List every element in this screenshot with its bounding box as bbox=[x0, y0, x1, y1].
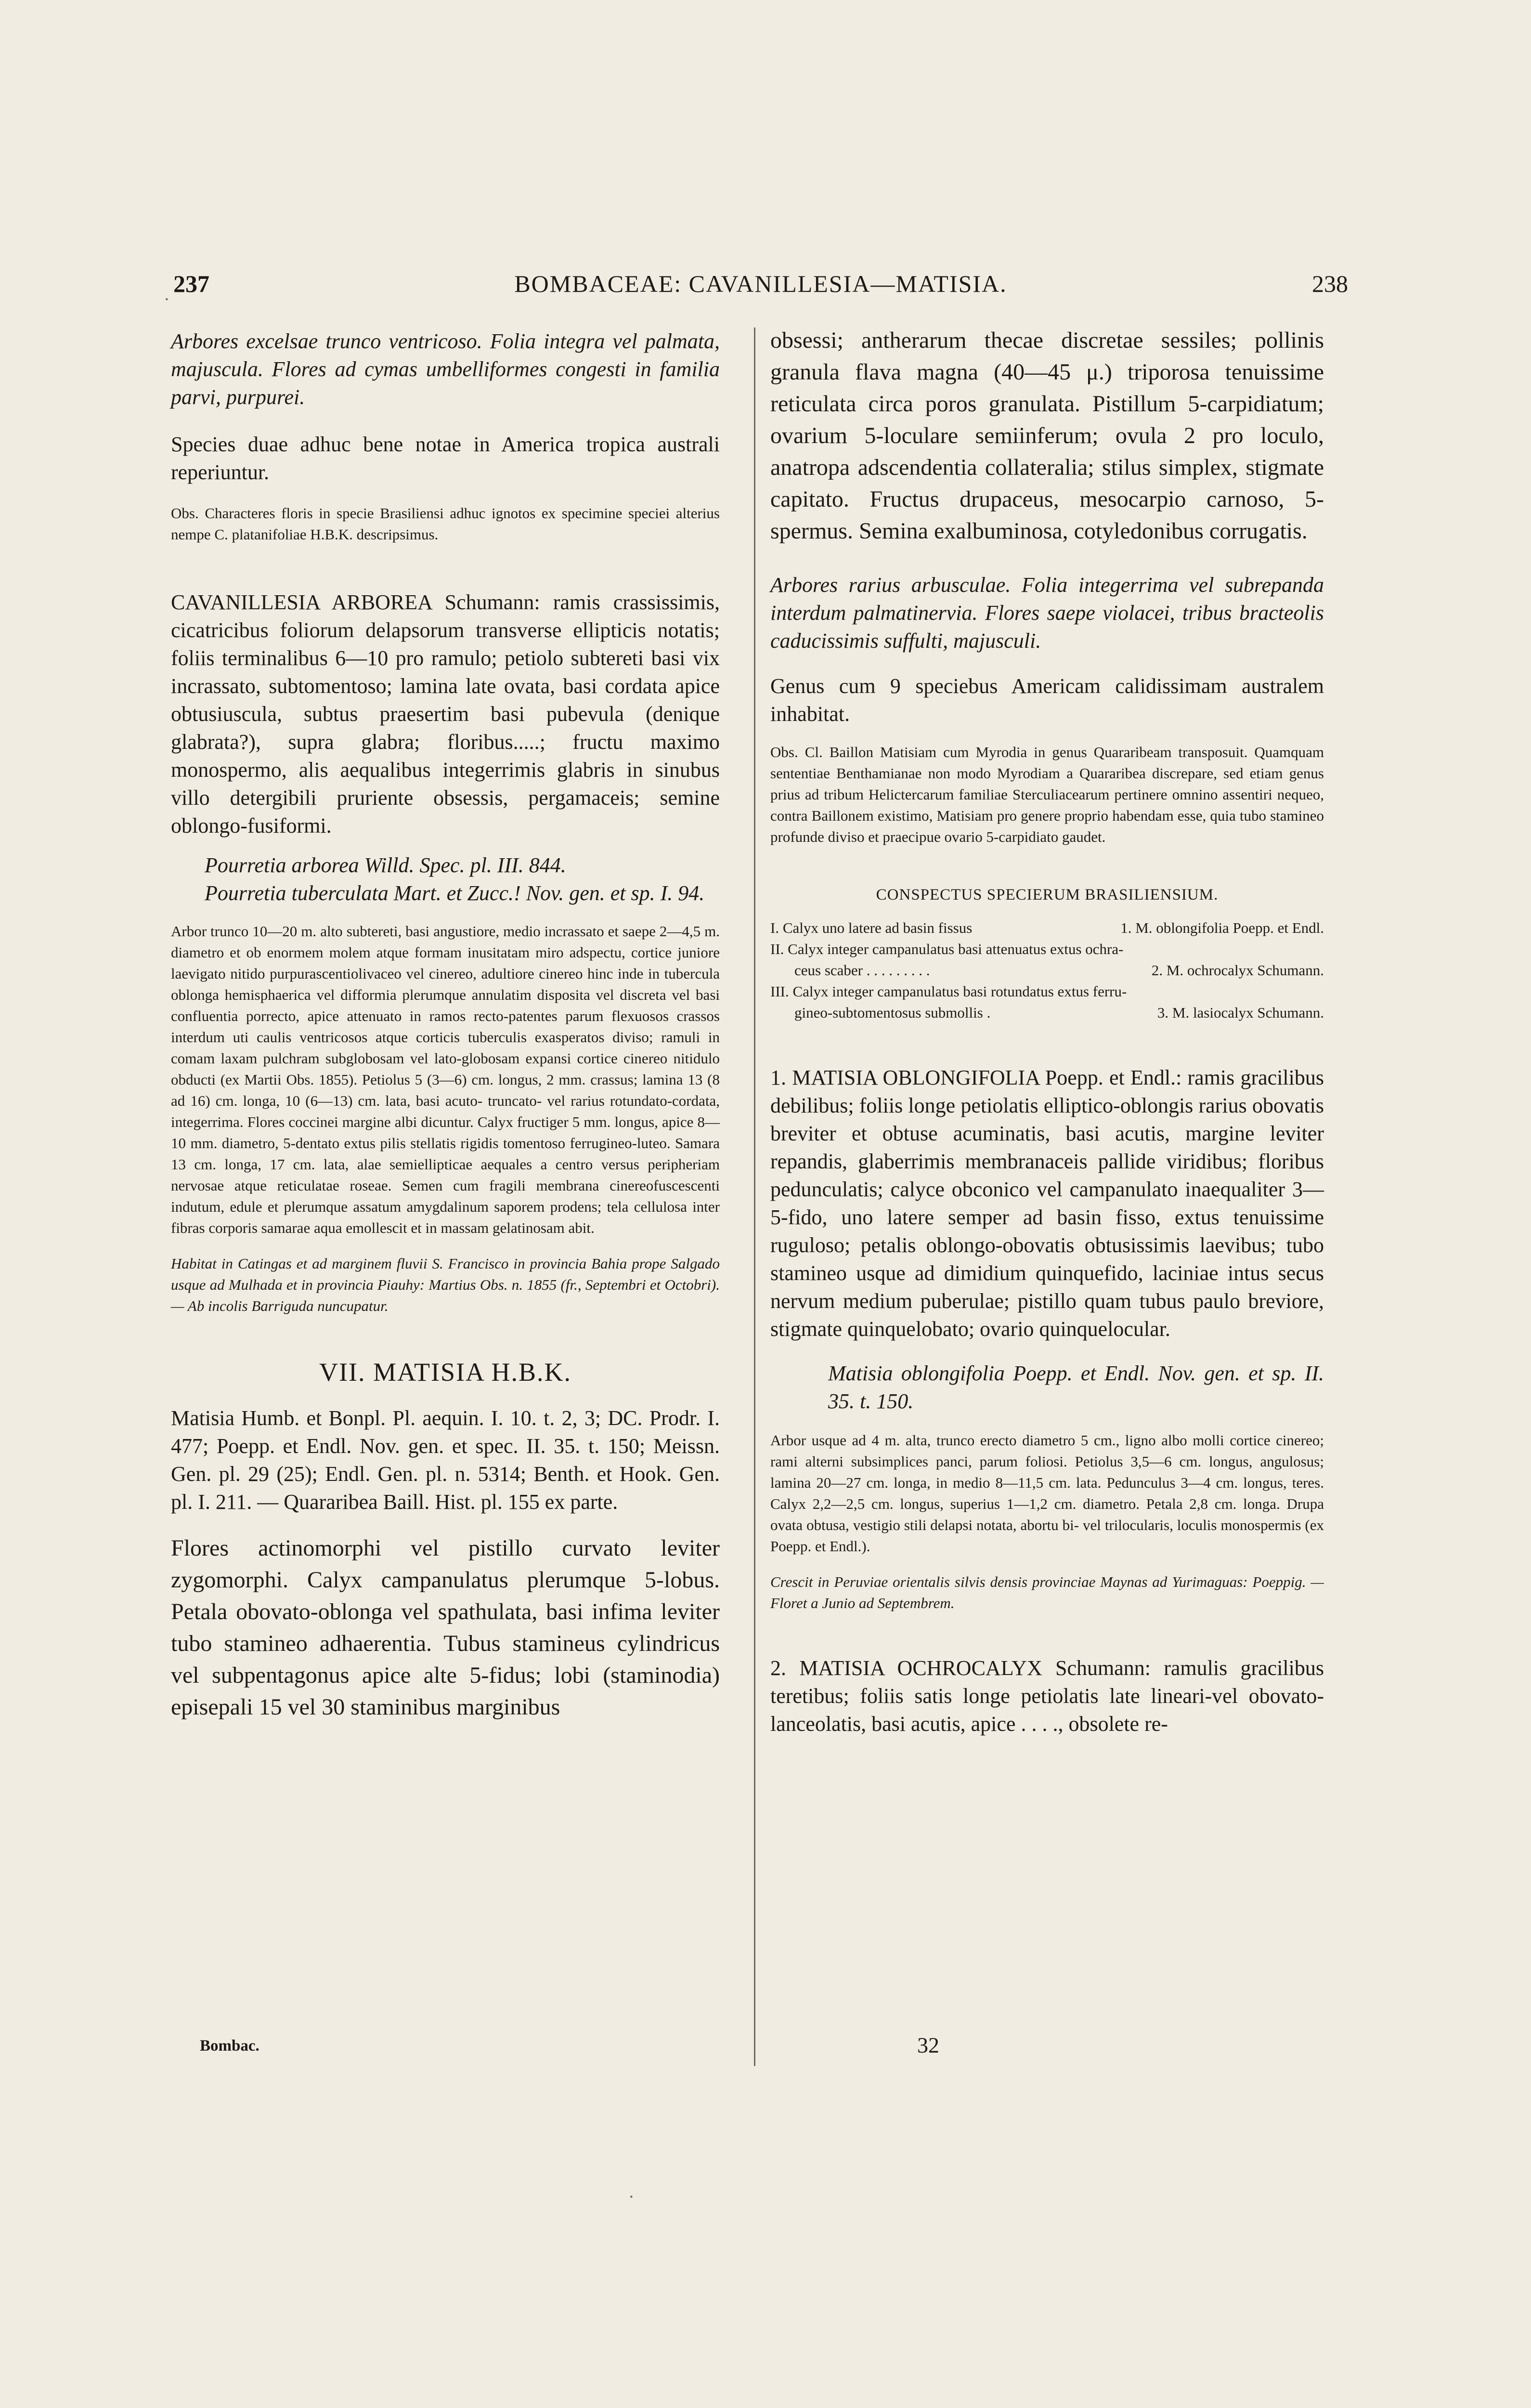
margin-mark: · bbox=[628, 2187, 635, 2207]
species-description: 1. MATISIA OBLONGIFOLIA Poepp. et Endl.: ramis gracilibus debilibus; foliis longe petiolatis elliptico-oblongis rarius obovatis breviter et obtuse acuminatis, basi acutis, margine leviter repandis, glaberrimis membranaceis pallide viridibus; floribus pedunculatis; calyce obconico vel campanulato inaequaliter 3—5-fido, uno latere semper ad basin fisso, extus tenuissime ruguloso; petalis oblongo-obovatis obtusissimis laevibus; tubo stamineo usque ad dimidium quinquefido, laciniae intus secus nervum medium puberulae; pistillo quam tubus paulo breviore, stigmate quinquelobato; ovario quinquelocular. bbox=[770, 1066, 1324, 1341]
margin-mark: · bbox=[164, 289, 170, 310]
species-details: Arbor trunco 10—20 m. alto subtereti, basi angustiore, medio incrassato et saepe 2—4,5 m. diametro et ob enormem molem atque formam inusitatam miro adspectu, cortice juniore laevigato nitido purpurascentiolivaceo vel cinereo, adultiore cinereo hinc inde in tubercula oblonga hemisphaerica vel difformia plerumque annulatim disposita vel discreta vel basi confluentia porrecto, apice attenuato in ramos recto-patentes parum flexuosos crassos interdum uti caulis ventricosos atque corticis tuberculis exasperatos diviso; ramuli in comam laxam pulchram subglobosam vel lato-globosam expansi cortice cinereo nitidulo obducti (ex Martii Obs. 1855). Petiolus 5 (3—6) cm. longus, 2 mm. crassus; lamina 13 (8 ad 16) cm. longa, 10 (6—13) cm. lata, basi acuto- truncato- vel rarius rotundato-cordata, integerrima. Flores coccinei margine albi dicuntur. Calyx fructiger 5 mm. longus, apice 8—10 mm. diametro, 5-dentato extus pilis stellatis rigidis tomentoso ferrugineo-luteo. Samara 13 cm. longa, 17 cm. lata, alae semiellipticae aequales a centro versus peripheriam nervosae atque reticulatae roseae. Semen cum fragili membrana cinereofuscescenti indutum, edule et plerumque assatum amygdalinum saporem prodens; tela cellulosa inter fibras corporis samarae aqua emollescit et in massam gelatinosam abit. bbox=[171, 923, 720, 1236]
observation-note: Obs. Characteres floris in specie Brasiliensi adhuc ignotos ex specimine speciei alterius nempe C. platanifoliae H.B.K. descripsimus. bbox=[171, 505, 720, 543]
conspectus-title: CONSPECTUS SPECIERUM BRASILIENSIUM. bbox=[876, 886, 1219, 903]
habitat-paragraph: Crescit in Peruviae orientalis silvis densis provinciae Maynas ad Yurimaguas: Poeppig. — Floret a Junio ad Septembrem. bbox=[770, 1573, 1324, 1611]
synonym-line: Pourretia arborea Willd. Spec. pl. III. 844. bbox=[205, 853, 566, 877]
left-column bbox=[171, 327, 720, 1723]
right-column bbox=[770, 327, 1324, 1738]
synonym-line: Matisia oblongifolia Poepp. et Endl. Nov. gen. et sp. II. 35. t. 150. bbox=[828, 1361, 1324, 1413]
species-description: 2. MATISIA OCHROCALYX Schumann: ramulis gracilibus teretibus; foliis satis longe petiolatis late lineari-vel obovato-lanceolatis, basi acutis, apice . . . ., obsolete re- bbox=[770, 1656, 1324, 1736]
observation-note: Obs. Cl. Baillon Matisiam cum Myrodia in genus Quararibeam transposuit. Quamquam sententiae Benthamianae non modo Myrodiam a Quararibea discrepare, sed etiam genus prius ad tribum Helictercarum familiae Sterculiacearum pertinere omnino assentiri nequeo, contra Baillonem existimo, Matisiam pro genere proprio habendam esse, quia tubo stamineo profunde diviso et praecipue ovario 5-carpidiato gaudet. bbox=[770, 744, 1324, 845]
key-row: I. Calyx uno latere ad basin fissus 1. M. oblongifolia Poepp. et Endl. bbox=[770, 919, 1324, 936]
section-heading: VII. MATISIA H.B.K. bbox=[319, 1358, 571, 1387]
genus-description: Flores actinomorphi vel pistillo curvato leviter zygomorphi. Calyx campanulatus plerumque 5-lobus. Petala obovato-oblonga vel spathulata, basi infima leviter tubo stamineo adhaerentia. Tubus stamineus cylindricus vel subpentagonus apice alte 5-fidus; lobi (staminodia) episepali 15 vel 30 staminibus marginibus bbox=[171, 1535, 720, 1720]
genus-habit-paragraph: Arbores rarius arbusculae. Folia integerrima vel subrepanda interdum palmatinervia. Flores saepe violacei, tribus bracteolis caducissimis suffulti, majusculi. bbox=[770, 573, 1324, 653]
genus-habit-paragraph: Arbores excelsae trunco ventricoso. Folia integra vel palmata, majuscula. Flores ad cymas umbelliformes congesti in familia parvi, purpurei. bbox=[171, 329, 720, 409]
synonym-line: Pourretia tuberculata Mart. et Zucc.! Nov. gen. et sp. I. 94. bbox=[205, 881, 705, 905]
key-row: gineo-subtomentosus submollis . 3. M. lasiocalyx Schumann. bbox=[794, 1004, 1324, 1021]
distribution-paragraph: Genus cum 9 speciebus Americam calidissimam australem inhabitat. bbox=[770, 674, 1324, 726]
habitat-paragraph: Habitat in Catingas et ad marginem fluvii S. Francisco in provincia Bahia prope Salgado usque ad Mulhada et in provincia Piauhy: Martius Obs. n. 1855 (fr., Septembri et Octobri). — Ab incolis Barriguda nuncupatur. bbox=[171, 1255, 720, 1314]
key-row: III. Calyx integer campanulatus basi rotundatus extus ferru- bbox=[770, 983, 1127, 1000]
genus-references: Matisia Humb. et Bonpl. Pl. aequin. I. 10. t. 2, 3; DC. Prodr. I. 477; Poepp. et Endl. Nov. gen. et spec. II. 35. t. 150; Meissn. Gen. pl. 29 (25); Endl. Gen. pl. n. 5314; Benth. et Hook. Gen. pl. I. 211. — Quararibea Baill. Hist. pl. 155 ex parte. bbox=[171, 1406, 720, 1514]
key-row: ceus scaber . . . . . . . . . 2. M. ochrocalyx Schumann. bbox=[794, 962, 1324, 979]
running-title: BOMBACEAE: CAVANILLESIA—MATISIA. bbox=[514, 270, 1007, 297]
species-key bbox=[770, 917, 1324, 1023]
genus-description-continued: obsessi; antherarum thecae discretae sessiles; pollinis granula flava magna (40—45 μ.) triporosa tenuissime reticulata circa poros granulata. Pistillum 5-carpidiatum; ovarium 5-loculare semiinferum; ovula 2 pro loculo, anatropa adscendentia collateralia; stilus simplex, stigmate capitato. Fructus drupaceus, mesocarpio carnoso, 5-spermus. Semina exalbuminosa, cotyledonibus corrugatis. bbox=[770, 327, 1324, 544]
distribution-paragraph: Species duae adhuc bene notae in America tropica australi reperiuntur. bbox=[171, 432, 720, 484]
page-number-left: 237 bbox=[173, 270, 209, 297]
running-header bbox=[173, 270, 1348, 308]
signature-number: 32 bbox=[917, 2033, 939, 2057]
column-divider bbox=[754, 327, 755, 2066]
species-description: CAVANILLESIA ARBOREA Schumann: ramis crassissimis, cicatricibus foliorum delapsorum transverse ellipticis notatis; foliis terminalibus 6—10 pro ramulo; petiolo subtereti basi vix incrassato, subtomentoso; lamina late ovata, basi cordata apice obtusiuscula, subtus praesertim basi pubevula (denique glabrata?), supra glabra; floribus.....; fructu maximo monospermo, alis aequalibus integerrimis glabris in sinubus villo detergibili pruriente obsessis, pergamaceis; semine oblongo-fusiformi. bbox=[171, 590, 720, 838]
key-row: II. Calyx integer campanulatus basi attenuatus extus ochra- bbox=[770, 941, 1124, 957]
page-number-right: 238 bbox=[1312, 270, 1348, 297]
signature-mark: Bombac. bbox=[200, 2037, 259, 2055]
species-details: Arbor usque ad 4 m. alta, trunco erecto diametro 5 cm., ligno albo molli cortice cinereo; rami alterni subsimplices panci, parum foliosi. Petiolus 3,5—6 cm. longus, angulosus; lamina 20—27 cm. longa, in medio 8—11,5 cm. lata. Pedunculus 3—4 cm. longus, teres. Calyx 2,2—2,5 cm. longus, superius 1—1,2 cm. diametro. Petala 2,8 cm. longa. Drupa ovata obtusa, vestigio stili delapsi notata, abortu bi- vel trilocularis, loculis monospermis (ex Poepp. et Endl.). bbox=[770, 1432, 1324, 1555]
